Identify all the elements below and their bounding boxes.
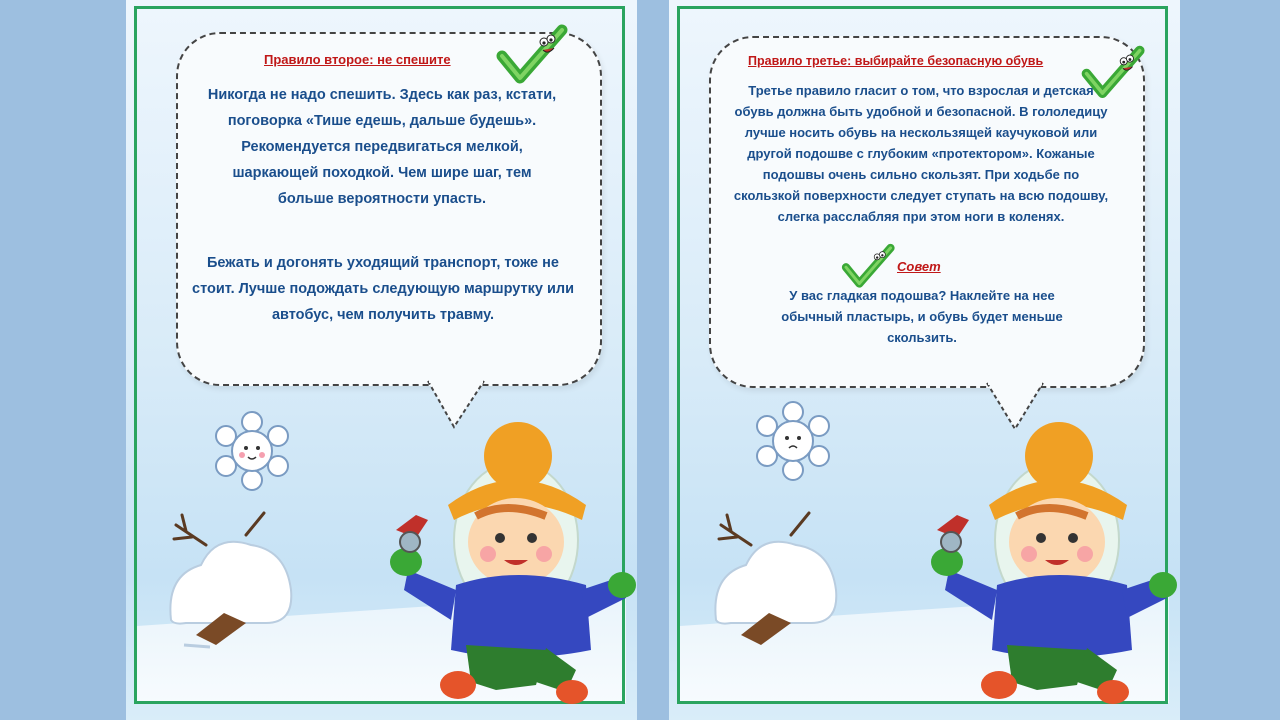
child-illustration bbox=[386, 420, 626, 710]
rule-paragraph-1: Никогда не надо спешить. Здесь как раз, кстати, поговорка «Тише едешь, дальше будешь». Рекомендуется передвигаться мелкой, шаркающей походкой. Чем шире шаг, тем больше вероятности упасть. bbox=[207, 87, 557, 207]
checkmark-mascot-icon bbox=[843, 240, 895, 290]
snowman-illustration bbox=[146, 505, 296, 655]
rule-title: Правило третье: выбирайте безопасную обувь bbox=[748, 54, 1044, 68]
tip-heading: Совет bbox=[897, 259, 941, 274]
checkmark-mascot-icon bbox=[498, 22, 568, 84]
snowflake-face-icon bbox=[753, 400, 833, 482]
right-page bbox=[669, 0, 1180, 720]
snowflake-face-icon bbox=[212, 410, 292, 492]
rule-title: Правило второе: не спешите bbox=[264, 52, 451, 67]
child-illustration bbox=[927, 420, 1167, 710]
snowman-illustration bbox=[691, 505, 841, 655]
left-page bbox=[126, 0, 637, 720]
rule-paragraph-2: Бежать и догонять уходящий транспорт, тоже не стоит. Лучше подождать следующую маршрутку или автобус, чем получить травму. bbox=[192, 255, 574, 323]
tip-text: У вас гладкая подошва? Наклейте на нее обычный пластырь, и обувь будет меньше скользить. bbox=[781, 288, 1063, 345]
rule-paragraph-1: Третье правило гласит о том, что взрослая и детская обувь должна быть удобной и безопасной. В гололедицу лучше носить обувь на нескользящей каучуковой или другой подошве с глубоким «протектором». Кожаные подошвы очень сильно скользят. При ходьбе по скользкой поверхности следует ступать на всю подошву, слегка расслабляя при этом ноги в коленях. bbox=[733, 83, 1109, 224]
checkmark-mascot-icon bbox=[1083, 42, 1145, 100]
